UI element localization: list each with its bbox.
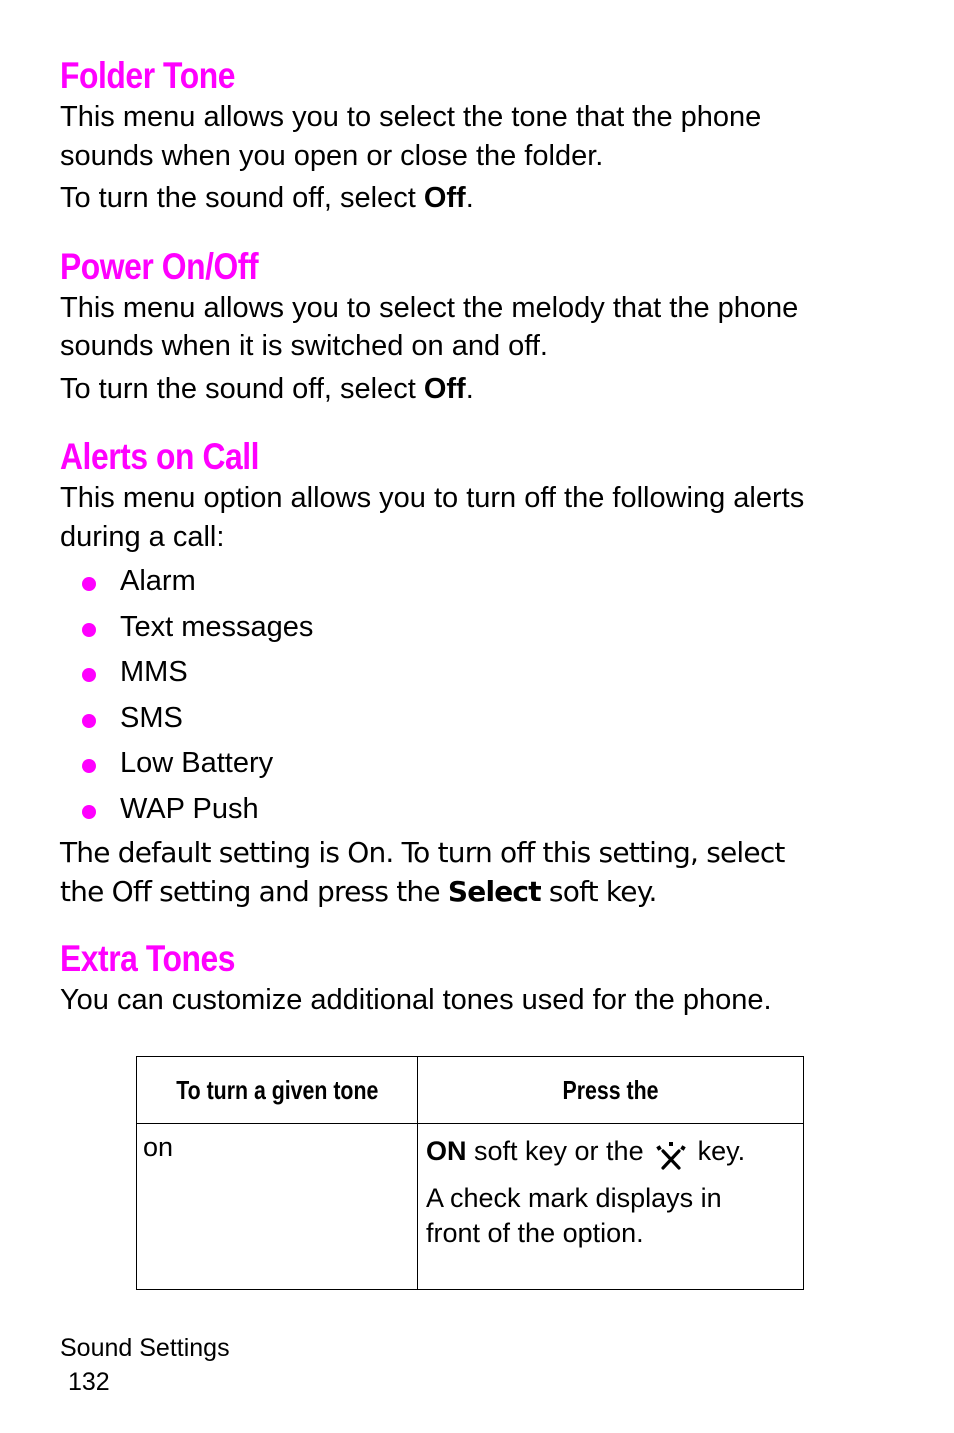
list-item-label: MMS	[120, 656, 188, 688]
folder-tone-heading: Folder Tone	[60, 55, 235, 96]
alerts-on-call-heading: Alerts on Call	[60, 436, 260, 477]
tone-table	[136, 1056, 804, 1290]
check-mark-note-line2: front of the option.	[426, 1218, 644, 1248]
power-on-off-paragraph-line1: This menu allows you to select the melody that the phone	[60, 292, 799, 324]
power-on-off-off-instruction: To turn the sound off, select Off.	[60, 373, 474, 405]
off-option-label: Off	[423, 182, 466, 214]
folder-tone-paragraph-line2: sounds when you open or close the folder.	[60, 140, 604, 172]
folder-tone-paragraph-line1: This menu allows you to select the tone that the phone	[60, 101, 762, 133]
navigation-key-icon	[654, 1140, 688, 1172]
table-header-row	[137, 1057, 804, 1124]
off-option-label: Off	[423, 373, 466, 405]
extra-tones-paragraph: You can customize additional tones used for the phone.	[60, 984, 772, 1016]
bullet-icon	[82, 714, 96, 728]
table-cell	[418, 1124, 804, 1290]
list-item-label: SMS	[120, 702, 183, 734]
folder-tone-off-instruction: To turn the sound off, select Off.	[60, 182, 474, 214]
footer-section-title: Sound Settings	[60, 1334, 230, 1362]
list-item-label: WAP Push	[120, 793, 259, 825]
select-softkey-label: Select	[447, 875, 541, 908]
check-mark-note-line1: A check mark displays in	[426, 1183, 722, 1213]
alerts-paragraph-line1: This menu option allows you to turn off the following alerts	[60, 482, 805, 514]
bullet-icon	[82, 577, 96, 591]
default-setting-note-line1: The default setting is On. To turn off this setting, select	[60, 836, 785, 869]
on-softkey-label: ON	[426, 1136, 467, 1166]
page-number: 132	[68, 1368, 110, 1396]
default-setting-note-line2: the Off setting and press the Select soft key.	[60, 875, 657, 908]
table-header-cell: Press the	[418, 1057, 804, 1124]
extra-tones-heading: Extra Tones	[60, 938, 236, 979]
table-cell-text: on	[143, 1132, 174, 1162]
list-item-label: Low Battery	[120, 747, 274, 779]
table-row	[137, 1124, 804, 1290]
table-cell	[137, 1124, 418, 1290]
table-header-cell: To turn a given tone	[137, 1057, 418, 1124]
bullet-icon	[82, 759, 96, 773]
bullet-icon	[82, 623, 96, 637]
bullet-icon	[82, 805, 96, 819]
alerts-paragraph-line2: during a call:	[60, 521, 225, 553]
list-item-label: Text messages	[120, 611, 314, 643]
power-on-off-heading: Power On/Off	[60, 246, 259, 287]
press-instruction: ON soft key or the key.	[426, 1134, 795, 1172]
power-on-off-paragraph-line2: sounds when it is switched on and off.	[60, 330, 548, 362]
list-item-label: Alarm	[120, 565, 196, 597]
bullet-icon	[82, 668, 96, 682]
